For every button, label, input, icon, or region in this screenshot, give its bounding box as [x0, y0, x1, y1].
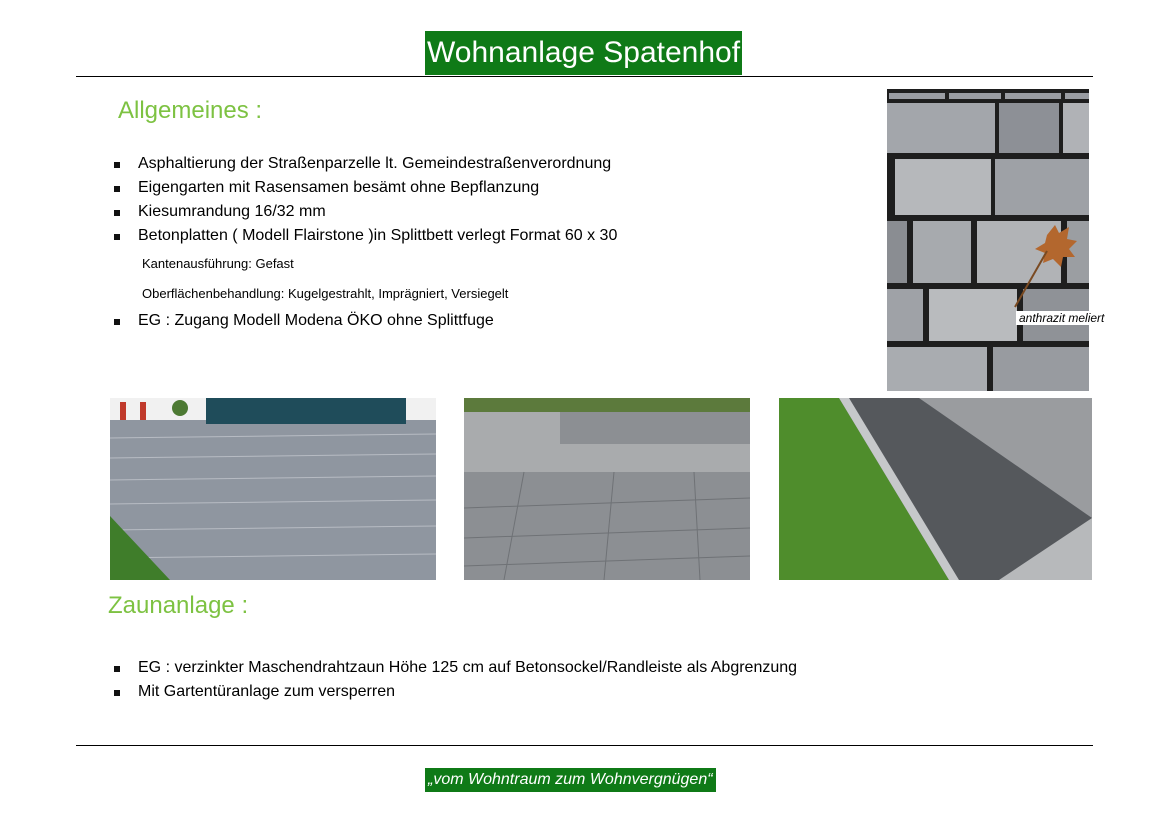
header-divider: [76, 76, 1093, 77]
list-item: Asphaltierung der Straßenparzelle lt. Gemeindestraßenverordnung: [110, 155, 617, 179]
bullet-icon: [114, 690, 120, 696]
bullet-icon: [114, 234, 120, 240]
list-item: Betonplatten ( Modell Flairstone )in Splittbett verlegt Format 60 x 30: [110, 227, 617, 251]
list-item: EG : verzinkter Maschendrahtzaun Höhe 125 cm auf Betonsockel/Randleiste als Abgrenzung: [110, 659, 797, 683]
section-heading-fence: Zaunanlage :: [108, 592, 249, 619]
general-list: [110, 155, 617, 251]
terrace-photo: [464, 398, 750, 580]
list-item: EG : Zugang Modell Modena ÖKO ohne Splittfuge: [110, 312, 494, 336]
gravel-border-photo: [779, 398, 1092, 580]
general-list-extra: [110, 312, 494, 336]
list-item: Kiesumrandung 16/32 mm: [110, 203, 617, 227]
footer-divider: [76, 745, 1093, 746]
note-surface-treatment: Oberflächenbehandlung: Kugelgestrahlt, Imprägniert, Versiegelt: [142, 286, 509, 301]
section-heading-general: Allgemeines :: [118, 97, 263, 124]
note-edge-finish: Kantenausführung: Gefast: [142, 256, 294, 271]
footer-slogan: „vom Wohntraum zum Wohnvergnügen“: [425, 768, 716, 792]
bullet-icon: [114, 162, 120, 168]
bullet-icon: [114, 666, 120, 672]
list-item: Eigengarten mit Rasensamen besämt ohne Bepflanzung: [110, 179, 617, 203]
paving-sample-photo: [887, 89, 1089, 391]
bullet-icon: [114, 186, 120, 192]
photo-caption: anthrazit meliert: [1016, 311, 1107, 325]
driveway-photo: [110, 398, 436, 580]
bullet-icon: [114, 210, 120, 216]
page-title: Wohnanlage Spatenhof: [425, 31, 742, 75]
fence-list: [110, 659, 797, 707]
list-item: Mit Gartentüranlage zum versperren: [110, 683, 797, 707]
bullet-icon: [114, 319, 120, 325]
